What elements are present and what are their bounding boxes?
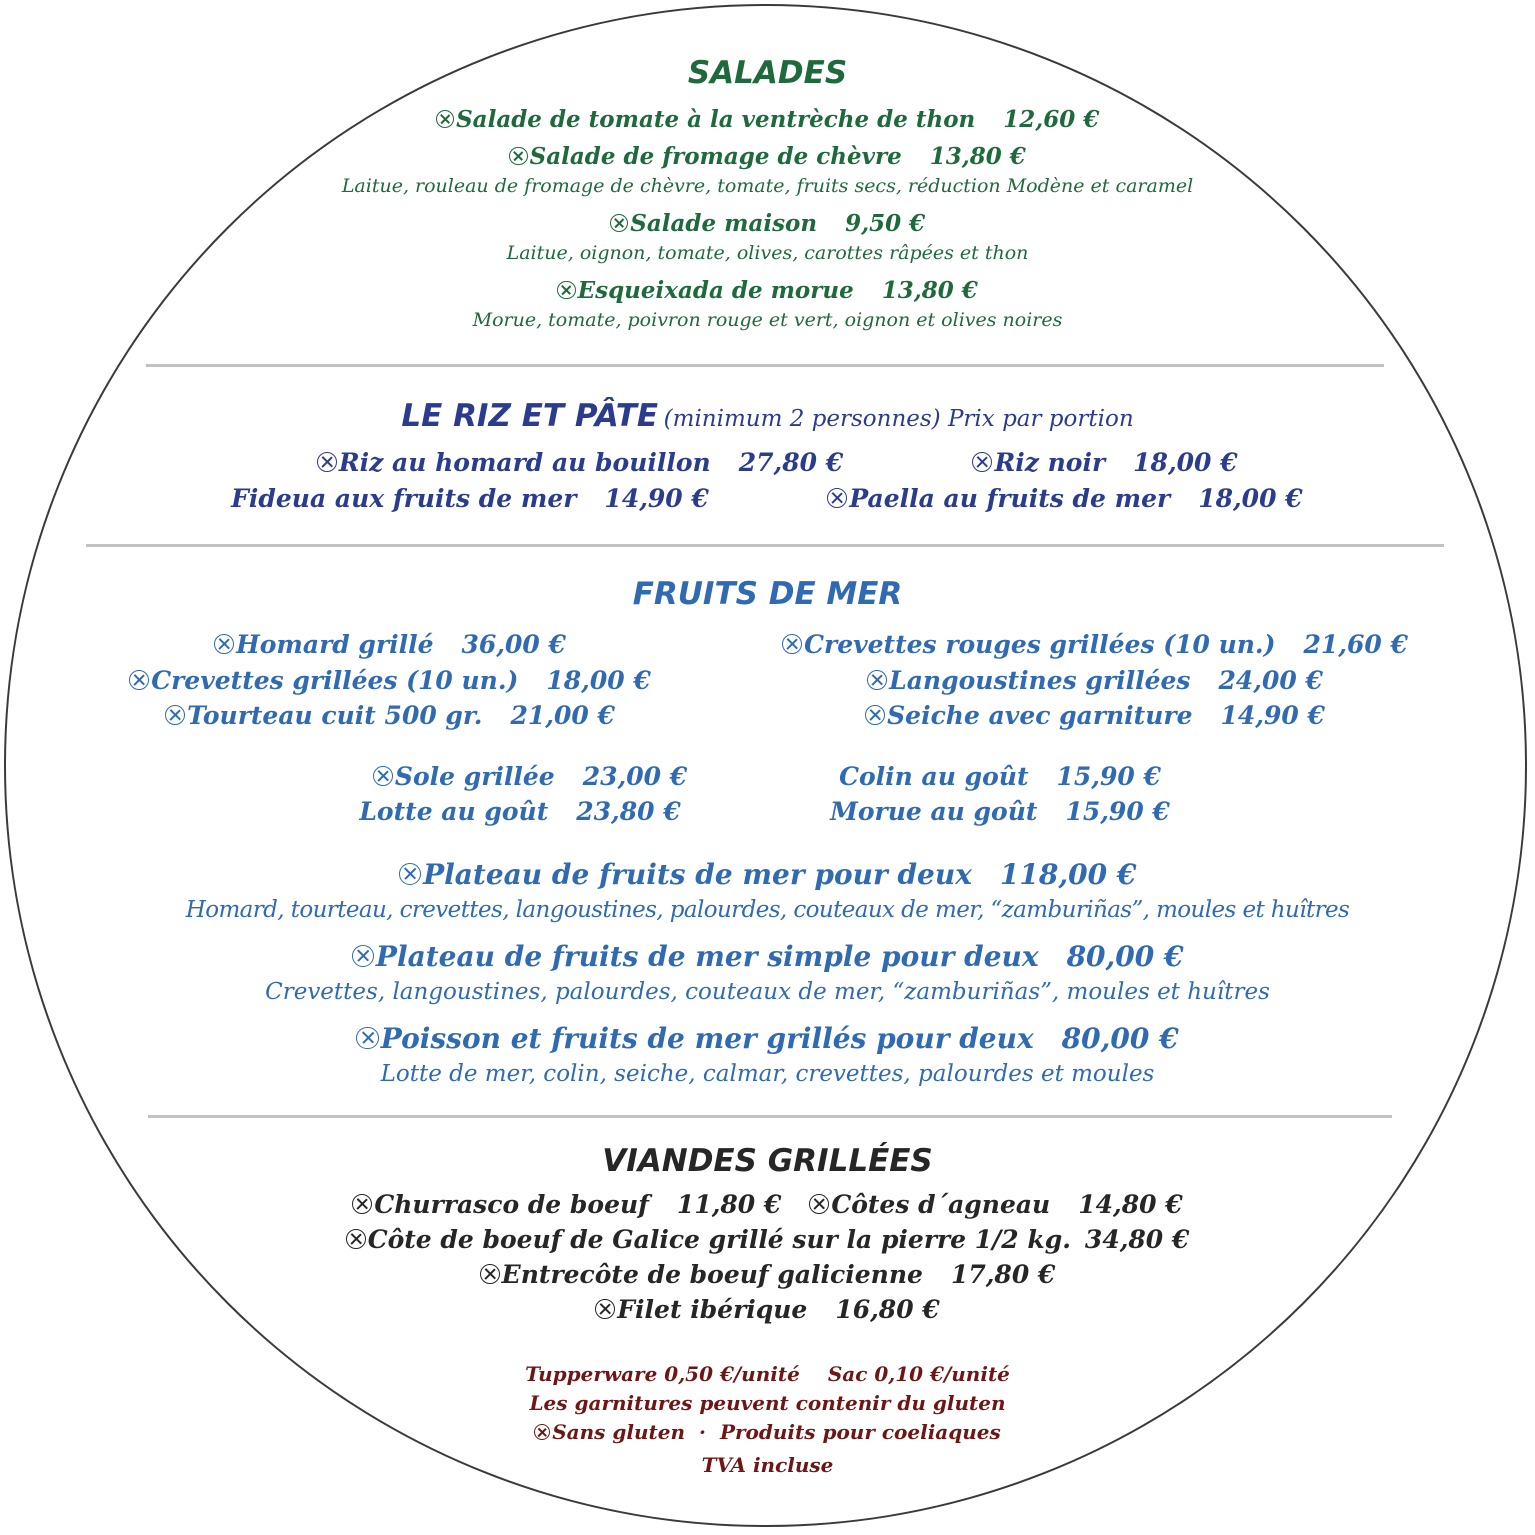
fruits-item: Langoustines grillées 24,00 € — [820, 666, 1370, 695]
salade-desc: Morue, tomate, poivron rouge et vert, oignon et olives noires — [472, 309, 1063, 331]
viandes-item: Filet ibérique 16,80 € — [0, 1295, 1535, 1324]
salade-desc: Laitue, rouleau de fromage de chèvre, tomate, fruits secs, réduction Modène et caramel — [341, 175, 1194, 197]
salade-item: Esqueixada de morue 13,80 € — [0, 277, 1535, 304]
gluten-free-icon — [972, 452, 992, 472]
platter-item: Poisson et fruits de mer grillés pour deux 80,00 € — [0, 1022, 1535, 1055]
gluten-free-icon — [867, 670, 887, 690]
gluten-free-icon — [129, 670, 149, 690]
riz-title: LE RIZ ET PÂTE — [401, 398, 659, 434]
salade-item: Salade de tomate à la ventrèche de thon 12,60 € — [0, 106, 1535, 133]
viandes-item: Côte de boeuf de Galice grillé sur la pierre 1/2 kg. 34,80 € — [0, 1225, 1535, 1254]
platter-desc: Lotte de mer, colin, seiche, calmar, crevettes, palourdes et moules — [380, 1061, 1155, 1087]
gluten-free-icon — [165, 705, 185, 725]
riz-item: Riz noir 18,00 € — [930, 448, 1280, 477]
gluten-free-icon — [214, 634, 234, 654]
fruits-item: Colin au goût 15,90 € — [839, 762, 1161, 791]
divider — [86, 544, 1444, 547]
gluten-free-icon — [373, 766, 393, 786]
footer-line: TVA incluse — [701, 1453, 834, 1477]
footer-line: Tupperware 0,50 €/unité Sac 0,10 €/unité — [525, 1362, 1010, 1386]
fruits-item: Crevettes rouges grillées (10 un.) 21,60 € — [720, 630, 1470, 659]
salade-item: Salade maison 9,50 € — [0, 210, 1535, 237]
riz-subtitle: (minimum 2 personnes) Prix par portion — [663, 406, 1134, 432]
fruits-item: Morue au goût 15,90 € — [830, 797, 1170, 826]
gluten-free-icon — [346, 1229, 366, 1249]
gluten-free-icon — [827, 488, 847, 508]
gluten-free-icon — [317, 452, 337, 472]
gluten-free-icon — [352, 1194, 372, 1214]
gluten-free-icon — [480, 1264, 500, 1284]
gluten-free-icon — [399, 863, 421, 885]
fruits-title: FRUITS DE MER — [632, 576, 903, 612]
riz-item: Paella au fruits de mer 18,00 € — [790, 484, 1340, 513]
fruits-item: Seiche avec garniture 14,90 € — [820, 701, 1370, 730]
gluten-free-icon — [610, 214, 628, 232]
divider — [148, 1115, 1392, 1118]
gluten-free-icon — [509, 147, 527, 165]
riz-title-line — [0, 398, 1535, 434]
gluten-free-icon — [557, 281, 575, 299]
gluten-free-icon — [782, 634, 802, 654]
platter-item: Plateau de fruits de mer pour deux 118,00 € — [0, 858, 1535, 891]
viandes-title: VIANDES GRILLÉES — [602, 1143, 933, 1179]
fruits-item: Homard grillé 36,00 € — [100, 630, 680, 659]
platter-item: Plateau de fruits de mer simple pour deux 80,00 € — [0, 940, 1535, 973]
gluten-free-icon — [352, 945, 374, 967]
gluten-free-icon — [534, 1424, 550, 1440]
gluten-free-icon — [436, 110, 454, 128]
platter-desc: Crevettes, langoustines, palourdes, couteaux de mer, “zamburiñas”, moules et huîtres — [265, 979, 1270, 1005]
gluten-free-icon — [356, 1027, 378, 1049]
gluten-free-icon — [809, 1194, 829, 1214]
fruits-item: Tourteau cuit 500 gr. 21,00 € — [100, 701, 680, 730]
gluten-free-icon — [865, 705, 885, 725]
footer-line: Les garnitures peuvent contenir du gluten — [529, 1391, 1006, 1415]
riz-item: Riz au homard au bouillon 27,80 € — [230, 448, 930, 477]
platter-desc: Homard, tourteau, crevettes, langoustines, palourdes, couteaux de mer, “zamburiñas”, moules et huîtres — [185, 897, 1350, 923]
viandes-item: Entrecôte de boeuf galicienne 17,80 € — [0, 1260, 1535, 1289]
salade-item: Salade de fromage de chèvre 13,80 € — [0, 143, 1535, 170]
gluten-free-icon — [595, 1299, 615, 1319]
fruits-item: Sole grillée 23,00 € — [300, 762, 760, 791]
riz-item: Fideua aux fruits de mer 14,90 € — [231, 484, 709, 513]
fruits-item: Lotte au goût 23,80 € — [359, 797, 681, 826]
salade-desc: Laitue, oignon, tomate, olives, carottes râpées et thon — [506, 242, 1029, 264]
viandes-item: Churrasco de boeuf 11,80 € Côtes d´agneau 14,80 € — [0, 1190, 1535, 1219]
divider — [146, 364, 1384, 367]
fruits-item: Crevettes grillées (10 un.) 18,00 € — [90, 666, 690, 695]
footer-line: Sans gluten · Produits pour coeliaques — [0, 1420, 1535, 1444]
salades-title: SALADES — [687, 55, 848, 91]
